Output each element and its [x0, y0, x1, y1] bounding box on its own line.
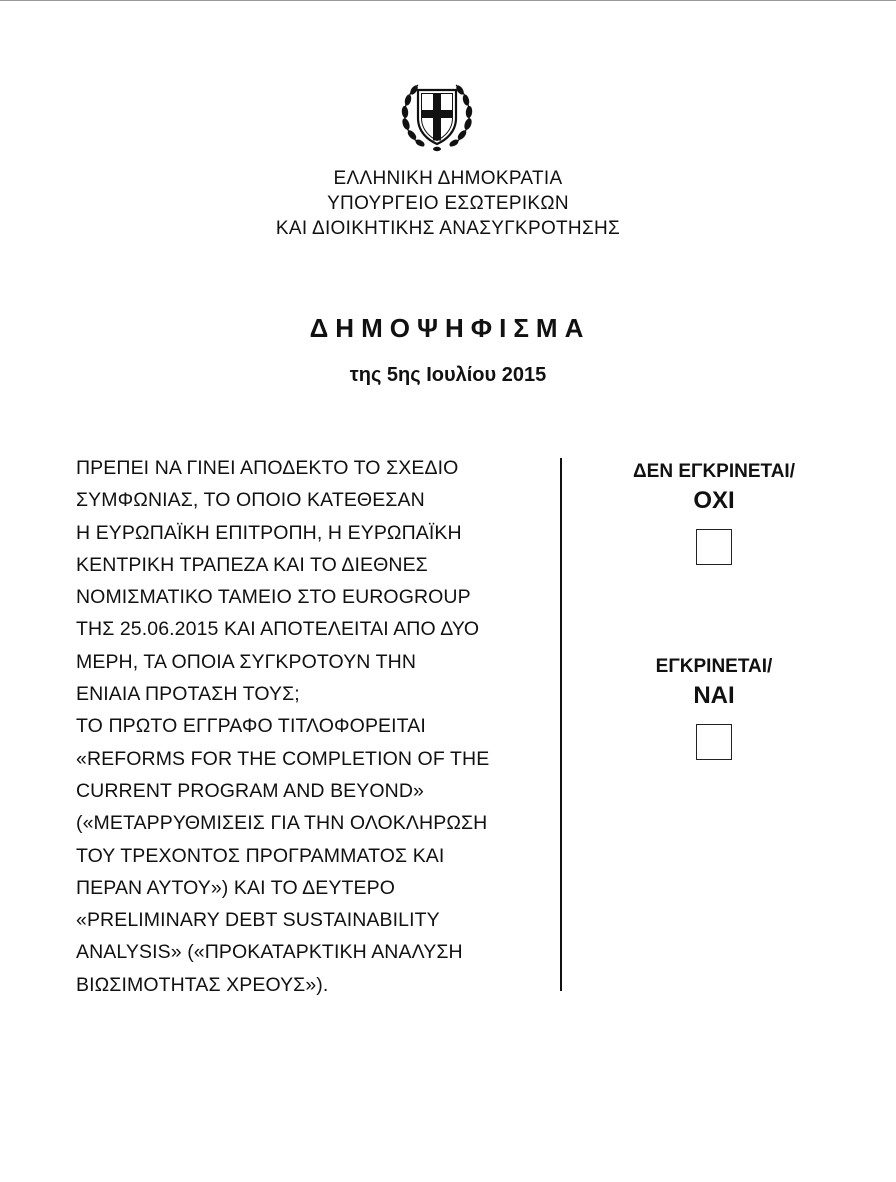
option-yes: [600, 654, 828, 760]
top-border-line: [0, 0, 896, 1]
issuing-authority-header: [0, 166, 896, 241]
header-line-2: ΥΠΟΥΡΓΕΙΟ ΕΣΩΤΕΡΙΚΩΝ: [327, 193, 569, 214]
header-line-3: ΚΑΙ ΔΙΟΙΚΗΤΙΚΗΣ ΑΝΑΣΥΓΚΡΟΤΗΣΗΣ: [275, 218, 621, 239]
vertical-divider: [560, 458, 562, 991]
question-line: Η ΕΥΡΩΠΑΪΚΗ ΕΠΙΤΡΟΠΗ, Η ΕΥΡΩΠΑΪΚΗ: [76, 521, 462, 544]
question-line: ΠΕΡΑΝ ΑΥΤΟΥ») ΚΑΙ ΤΟ ΔΕΥΤΕΡΟ: [76, 876, 395, 899]
question-line: CURRENT PROGRAM AND BEYOND»: [76, 779, 424, 802]
question-line: «REFORMS FOR THE COMPLETION OF THE: [76, 747, 490, 770]
option-no-answer: ΟΧΙ: [693, 487, 735, 514]
question-line: ΠΡΕΠΕΙ ΝΑ ΓΙΝΕΙ ΑΠΟΔΕΚΤΟ ΤΟ ΣΧΕΔΙΟ: [76, 457, 459, 479]
option-no-label: ΔΕΝ ΕΓΚΡΙΝΕΤΑΙ/: [633, 461, 795, 482]
question-line: ΝΟΜΙΣΜΑΤΙΚΟ ΤΑΜΕΙΟ ΣΤΟ EUROGROUP: [76, 586, 471, 609]
question-line: ΜΕΡΗ, ΤΑ ΟΠΟΙΑ ΣΥΓΚΡΟΤΟΥΝ ΤΗΝ: [76, 650, 417, 673]
question-line: ANALYSIS» («ΠΡΟΚΑΤΑΡΚΤΙΚΗ ΑΝΑΛΥΣΗ: [76, 941, 463, 964]
question-line: «PRELIMINARY DEBT SUSTAINABILITY: [76, 909, 440, 932]
greek-coat-of-arms-icon: [398, 74, 476, 154]
option-yes-label: ΕΓΚΡΙΝΕΤΑΙ/: [655, 656, 773, 677]
question-line: («ΜΕΤΑΡΡΥΘΜΙΣΕΙΣ ΓΙΑ ΤΗΝ ΟΛΟΚΛΗΡΩΣΗ: [76, 812, 488, 835]
ballot-title: ΔΗΜΟΨΗΦΙΣΜΑ: [309, 313, 591, 343]
question-line: ΒΙΩΣΙΜΟΤΗΤΑΣ ΧΡΕΟΥΣ»).: [76, 973, 329, 996]
header-line-1: ΕΛΛΗΝΙΚΗ ΔΗΜΟΚΡΑΤΙΑ: [333, 168, 563, 189]
option-yes-checkbox[interactable]: [696, 724, 732, 760]
question-line: ΤΟ ΠΡΩΤΟ ΕΓΓΡΑΦΟ ΤΙΤΛΟΦΟΡΕΙΤΑΙ: [76, 715, 426, 738]
option-no-checkbox[interactable]: [696, 529, 732, 565]
referendum-question: [76, 452, 546, 1001]
question-line: ΚΕΝΤΡΙΚΗ ΤΡΑΠΕΖΑ ΚΑΙ ΤΟ ΔΙΕΘΝΕΣ: [76, 553, 428, 576]
question-paragraph-1: [76, 452, 546, 710]
option-yes-answer: ΝΑΙ: [693, 682, 735, 709]
question-line: ΣΥΜΦΩΝΙΑΣ, ΤΟ ΟΠΟΙΟ ΚΑΤΕΘΕΣΑΝ: [76, 489, 425, 512]
option-no: [600, 459, 828, 565]
question-line: ΤΗΣ 25.06.2015 ΚΑΙ ΑΠΟΤΕΛΕΙΤΑΙ ΑΠΟ ΔΥΟ: [76, 618, 480, 641]
ballot-date: της 5ης Ιουλίου 2015: [349, 364, 547, 386]
question-paragraph-2: [76, 710, 546, 1001]
question-line: ΕΝΙΑΙΑ ΠΡΟΤΑΣΗ ΤΟΥΣ;: [76, 683, 300, 706]
question-line: ΤΟΥ ΤΡΕΧΟΝΤΟΣ ΠΡΟΓΡΑΜΜΑΤΟΣ ΚΑΙ: [76, 844, 445, 867]
